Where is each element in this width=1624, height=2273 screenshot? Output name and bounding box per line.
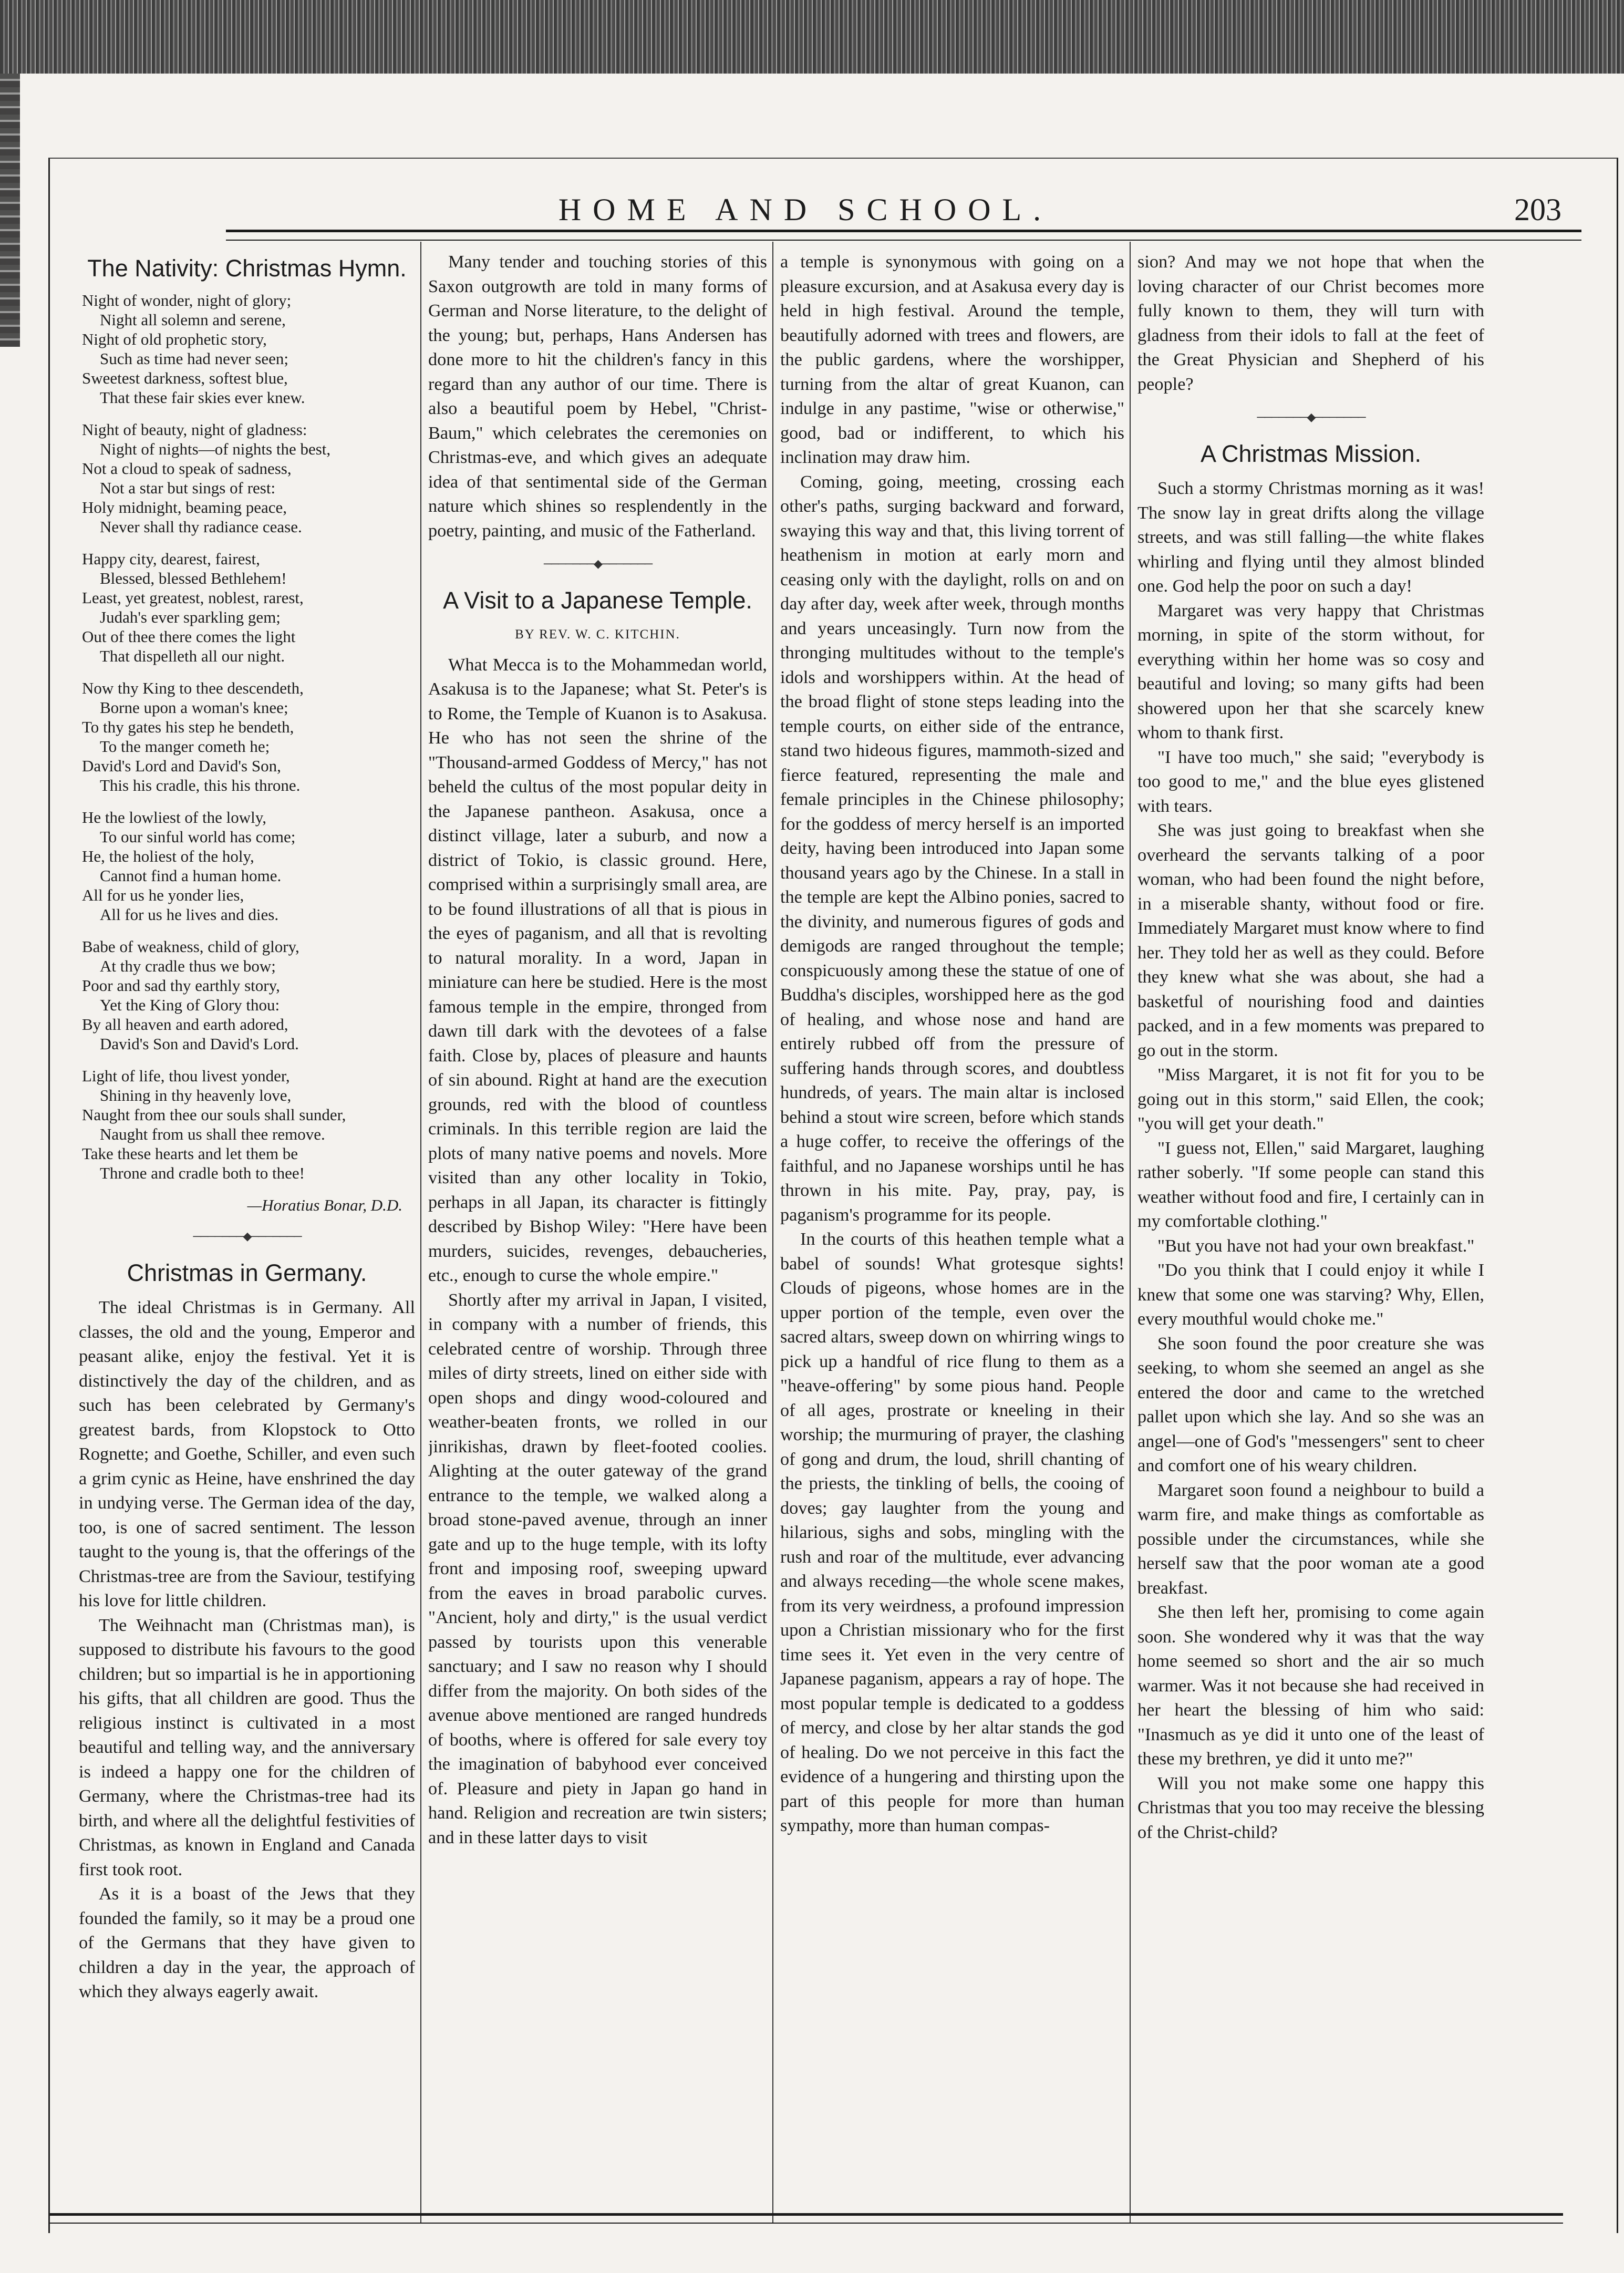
poem-line: Judah's ever sparkling gem; bbox=[100, 608, 281, 626]
poem-line: Night of wonder, night of glory; bbox=[82, 291, 292, 309]
poem-line: To our sinful world has come; bbox=[100, 828, 296, 846]
paragraph: She then left her, promising to come again soon. She wondered why it was that the way home seemed so short and the air so much warmer. Was it not because she had received in her heart the blessing of him who said: "Inasmuch as ye did it unto one of the least of these my brethren, ye did it unto me?" bbox=[1137, 1602, 1484, 1769]
paragraph: "I guess not, Ellen," said Margaret, laughing rather soberly. "If some people can stand this weather without food and fire, I certainly can in my comfortable clothing." bbox=[1137, 1138, 1484, 1231]
poem-line: Babe of weakness, child of glory, bbox=[82, 937, 299, 956]
poem-line: Sweetest darkness, softest blue, bbox=[82, 369, 288, 387]
poem-line: That these fair skies ever knew. bbox=[100, 388, 305, 407]
paragraph: a temple is synonymous with going on a pleasure excursion, and at Asakusa every day is held in high festival. Around the temple, beautifully adorned with trees and flowers, are the public gardens, where the worshipper, turning from the altar of great Kuanon, can indulge in any pastime, "wise or otherwise," good, bad or indifferent, to which his inclination may draw him. bbox=[780, 252, 1124, 467]
poem-line: Such as time had never seen; bbox=[100, 349, 288, 368]
poem-line: All for us he yonder lies, bbox=[82, 886, 244, 904]
paragraph: Margaret soon found a neighbour to build a warm fire, and make things as comfortable as possible under the circumstances, while she herself saw that the poor woman ate a good breakfast. bbox=[1137, 1480, 1484, 1598]
column-divider bbox=[772, 242, 773, 2223]
poem-line: Not a star but sings of rest: bbox=[100, 479, 276, 497]
article-heading: A Christmas Mission. bbox=[1200, 440, 1422, 467]
poem-stanza bbox=[82, 420, 415, 536]
paragraph: "Miss Margaret, it is not fit for you to be going out in this storm," said Ellen, the cook; "you will get your death." bbox=[1137, 1065, 1484, 1133]
poem-line: Night of nights—of nights the best, bbox=[100, 440, 331, 458]
article-body bbox=[428, 250, 767, 543]
poem-line: That dispelleth all our night. bbox=[100, 647, 285, 665]
article-body bbox=[1137, 250, 1484, 396]
poem-line: This his cradle, this his throne. bbox=[100, 776, 301, 794]
paragraph: In the courts of this heathen temple what a babel of sounds! What grotesque sights! Clouds of pigeons, whose homes are in the upper portion of the temple, even over the sacred altars, sweep down on whirring wings to pick up a handful of rice flung to them as a "heave-offering" by some pious hand. People of all ages, prostrate or kneeling in their worship; the murmuring of prayer, the clashing of gong and drum, the loud, shrill chanting of the priests, the tinkling of bells, the cooing of doves; gay laughter from the young and hilarious, sighs and sobs, mingling with the rush and roar of the multitude, ever advancing and always receding—the whole scene makes, from its very weirdness, a profound impression upon a Christian missionary who for the first time sees it. Yet even in the very centre of Japanese paganism, appears a ray of hope. The most popular temple is dedicated to a goddess of mercy, and close by her altar stands the god of healing. Do we not perceive in this fact the evidence of a hungering and thirsting upon the part of this people for more than human sympathy, more than human compas- bbox=[780, 1229, 1124, 1835]
header-rule bbox=[226, 230, 1581, 232]
poem-signature: —Horatius Bonar, D.D. bbox=[247, 1196, 402, 1214]
poem-line: Light of life, thou livest yonder, bbox=[82, 1067, 290, 1085]
poem-line: Night all solemn and serene, bbox=[100, 311, 286, 329]
poem-line: Borne upon a woman's knee; bbox=[100, 698, 288, 717]
paragraph: Such a stormy Christmas morning as it was! The snow lay in great drifts along the village streets, and was still falling—the white flakes whirling and flying until they almost blinded one. God help the poor on such a day! bbox=[1137, 478, 1484, 596]
paragraph: As it is a boast of the Jews that they founded the family, so it may be a proud one of the Germans that they have given to children a day in the year, the approach of which they always eagerly await. bbox=[79, 1884, 415, 2001]
article-body bbox=[780, 250, 1124, 1838]
article-heading: A Visit to a Japanese Temple. bbox=[443, 587, 752, 614]
poem-stanza bbox=[82, 937, 415, 1053]
poem-stanza bbox=[82, 1066, 415, 1183]
poem-line: David's Son and David's Lord. bbox=[100, 1035, 299, 1053]
paragraph: She was just going to breakfast when she overheard the servants talking of a poor woman, who had been found the night before, in a miserable shanty, without food or fire. Immediately Margaret must know where to find her. They told her as well as they could. Before they knew what she was about, she had a basketful of nourishing food and dainties packed, and in a few moments was prepared to go out in the storm. bbox=[1137, 820, 1484, 1060]
poem-line: David's Lord and David's Son, bbox=[82, 757, 281, 775]
poem-line: Take these hearts and let them be bbox=[82, 1144, 298, 1163]
poem-line: Out of thee there comes the light bbox=[82, 627, 296, 646]
poem-stanza bbox=[82, 678, 415, 795]
poem-stanza bbox=[82, 549, 415, 666]
paragraph: Coming, going, meeting, crossing each other's paths, surging backward and forward, swaying this way and that, this living torrent of heathenism in motion at early morn and ceasing only with the daylight, rolls on and on day after day, week after week, through months and years unceasingly. Turn now from the thronging multitudes without to the temple's idols and worshippers within. At the head of the broad flight of stone steps leading into the temple courts, on either side of the entrance, stand two hideous figures, mammoth-sized and fierce featured, representing the male and female principles in the Chinese philosophy; for the goddess of mercy herself is an imported deity, having been introduced into Japan some thousand years ago by the Chinese. In a stall in the temple are kept the Albino ponies, sacred to the divinity, and numerous figures of gods and demigods are ranged throughout the temple; conspicuously among these the statue of one of Buddha's disciples, worshipped here as the god of healing, and whose nose and hand are entirely rubbed off from the pressure of suffering hands through scores, and doubtless hundreds, of years. The main altar is inclosed behind a stout wire screen, before which stands a huge coffer, to receive the offerings of the faithful, and no Japanese worships until he has thrown in his mite. Pay, pray, pay, is paganism's programme for its people. bbox=[780, 471, 1124, 1225]
poem-line: Naught from thee our souls shall sunder, bbox=[82, 1105, 346, 1124]
poem-line: Night of old prophetic story, bbox=[82, 330, 267, 348]
page-number: 203 bbox=[1514, 192, 1561, 227]
poem-line: Night of beauty, night of gladness: bbox=[82, 420, 307, 439]
article-body bbox=[79, 1295, 415, 2004]
poem-line: Least, yet greatest, noblest, rarest, bbox=[82, 588, 304, 607]
poem-line: Holy midnight, beaming peace, bbox=[82, 498, 287, 516]
poem-line: Never shall thy radiance cease. bbox=[100, 518, 302, 536]
article-body bbox=[428, 653, 767, 1850]
poem-line: Poor and sad thy earthly story, bbox=[82, 976, 280, 995]
paragraph: sion? And may we not hope that when the loving character of our Christ becomes more fully known to them, they will turn with gladness from their idols to fall at the feet of the Great Physician and Shepherd of his people? bbox=[1137, 252, 1484, 394]
column-4 bbox=[1137, 250, 1484, 2215]
poem-line: Happy city, dearest, fairest, bbox=[82, 550, 260, 568]
poem-stanza bbox=[82, 808, 415, 924]
running-header bbox=[49, 187, 1561, 229]
column-2 bbox=[428, 250, 767, 2215]
paragraph: "I have too much," she said; "everybody is too good to me," and the blue eyes glistened with tears. bbox=[1137, 747, 1484, 816]
section-ornament: ───────◆─────── bbox=[193, 1230, 301, 1243]
poem-line: At thy cradle thus we bow; bbox=[100, 957, 276, 975]
poem-line: He the lowliest of the lowly, bbox=[82, 808, 266, 826]
column-1 bbox=[79, 250, 415, 2215]
column-divider bbox=[420, 242, 421, 2223]
poem-line: Not a cloud to speak of sadness, bbox=[82, 459, 292, 478]
article-heading: Christmas in Germany. bbox=[127, 1259, 367, 1286]
paragraph: The Weihnacht man (Christmas man), is supposed to distribute his favours to the good children; but so impartial is he in apportioning his gifts, that all children are good. Thus the religious instinct is cultivated in a most beautiful and telling way, and the anniversary is indeed a happy one for the children of Germany, where the Christmas-tree had its birth, and where all the delightful festivities of Christmas, as known in England and Canada first took root. bbox=[79, 1615, 415, 1879]
paragraph: The ideal Christmas is in Germany. All classes, the old and the young, Emperor and peasant alike, enjoy the festival. Yet it is distinctively the day of the children, and as such has been celebrated by Germany's greatest bards, from Klopstock to Otto Rognette; and Goethe, Schiller, and even such a grim cynic as Heine, have enshrined the day in undying verse. The German idea of the day, too, is one of sacred sentiment. The lesson taught to the young is, that the offerings of the Christmas-tree are from the Saviour, testifying his love for little children. bbox=[79, 1297, 415, 1610]
poem-line: Blessed, blessed Bethlehem! bbox=[100, 569, 287, 587]
article-body bbox=[1137, 476, 1484, 1844]
poem-line: He, the holiest of the holy, bbox=[82, 847, 254, 865]
paragraph: Many tender and touching stories of this Saxon outgrowth are told in many forms of German and Norse literature, to the delight of the young; but, perhaps, Hans Andersen has done more to hit the children's fancy in this regard than any author of our time. There is also a beautiful poem by Hebel, "Christ-Baum," which celebrates the ceremonies on Christmas-eve, and which gives an adequate idea of that sentimental side of the German nature which shines so resplendently in the poetry, painting, and music of the Fatherland. bbox=[428, 252, 767, 541]
poem-line: Now thy King to thee descendeth, bbox=[82, 679, 304, 697]
byline: BY REV. W. C. KITCHIN. bbox=[515, 627, 680, 642]
scan-border-left bbox=[0, 74, 20, 347]
footer-rule bbox=[50, 2213, 1563, 2216]
paragraph: Margaret was very happy that Christmas morning, in spite of the storm without, for everything within her home was so cosy and beautiful and loving; so many gifts had been showered upon her that she scarcely knew whom to thank first. bbox=[1137, 600, 1484, 742]
column-3 bbox=[780, 250, 1124, 2215]
column-divider bbox=[1130, 242, 1131, 2223]
poem-line: Throne and cradle both to thee! bbox=[100, 1164, 305, 1182]
poem-line: By all heaven and earth adored, bbox=[82, 1015, 288, 1034]
journal-title: HOME AND SCHOOL. bbox=[558, 192, 1053, 227]
scan-border-top bbox=[0, 0, 1624, 74]
paragraph: "Do you think that I could enjoy it while I knew that some one was starving? Why, Ellen, every mouthful would choke me." bbox=[1137, 1260, 1484, 1329]
section-ornament: ───────◆─────── bbox=[543, 557, 652, 570]
paragraph: Shortly after my arrival in Japan, I visited, in company with a number of friends, this celebrated centre of worship. Through three miles of dirty streets, lined on either side with open shops and dingy wood-coloured and weather-beaten fronts, we rolled in our jinrikishas, drawn by fleet-footed coolies. Alighting at the outer gateway of the grand entrance to the temple, we walked along a broad stone-paved avenue, through an inner gate and up to the huge temple, with its lofty front and imposing roof, sweeping upward from the eaves in broad parabolic curves. "Ancient, holy and dirty," is the usual verdict passed by tourists upon this venerable sanctuary; and I saw no reason why I should differ from the majority. On both sides of the avenue above mentioned are ranged hundreds of booths, where is offered for sale every toy the imagination of babyhood ever conceived of. Pleasure and piety in Japan go hand in hand. Religion and recreation are twin sisters; and in these latter days to visit bbox=[428, 1289, 767, 1847]
paragraph: She soon found the poor creature she was seeking, to whom she seemed an angel as she entered the door and came to the wretched pallet upon which she lay. And so she was an angel—one of God's "messengers" sent to cheer and comfort one of his weary children. bbox=[1137, 1333, 1484, 1475]
poem-line: Naught from us shall thee remove. bbox=[100, 1125, 325, 1143]
poem-line: To the manger cometh he; bbox=[100, 737, 270, 756]
paragraph: Will you not make some one happy this Christmas that you too may receive the blessing of the Christ-child? bbox=[1137, 1773, 1484, 1842]
poem-line: All for us he lives and dies. bbox=[100, 905, 279, 924]
poem-stanza bbox=[82, 291, 415, 407]
poem-line: Shining in thy heavenly love, bbox=[100, 1086, 292, 1104]
poem-line: To thy gates his step he bendeth, bbox=[82, 718, 294, 736]
section-ornament: ───────◆─────── bbox=[1257, 410, 1365, 423]
poem bbox=[82, 291, 415, 1183]
paragraph: What Mecca is to the Mohammedan world, Asakusa is to the Japanese; what St. Peter's is to Rome, the Temple of Kuanon is to Asakusa. He who has not seen the shrine of the "Thousand-armed Goddess of Mercy," has not beheld the cultus of the most popular deity in the Japanese pantheon. Asakusa, once a distinct village, later a suburb, and now a district of Tokio, is classic ground. Here, comprised within a surprisingly small area, are to be found illustrations of all that is pious in the eyes of paganism, and all that is revolting to natural morality. In a word, Japan in miniature can here be studied. Here is the most famous temple in the empire, thronged from dawn till dark with the devotees of a false faith. Close by, places of pleasure and haunts of sin abound. Right at hand are the execution grounds, red with the blood of countless criminals. In this terrible region are laid the plots of many native poems and novels. More visited than any other locality in Tokio, perhaps in all Japan, its character is fittingly described by Bishop Wiley: "Here have been murders, suicides, revenges, debaucheries, etc., enough to curse the whole empire." bbox=[428, 654, 767, 1285]
poem-line: Cannot find a human home. bbox=[100, 866, 282, 885]
poem-line: Yet the King of Glory thou: bbox=[100, 996, 280, 1014]
header-rule-thin bbox=[226, 240, 1581, 241]
poem-heading: The Nativity: Christmas Hymn. bbox=[87, 255, 407, 282]
paragraph: "But you have not had your own breakfast." bbox=[1157, 1235, 1475, 1256]
footer-rule-thin bbox=[50, 2223, 1563, 2224]
